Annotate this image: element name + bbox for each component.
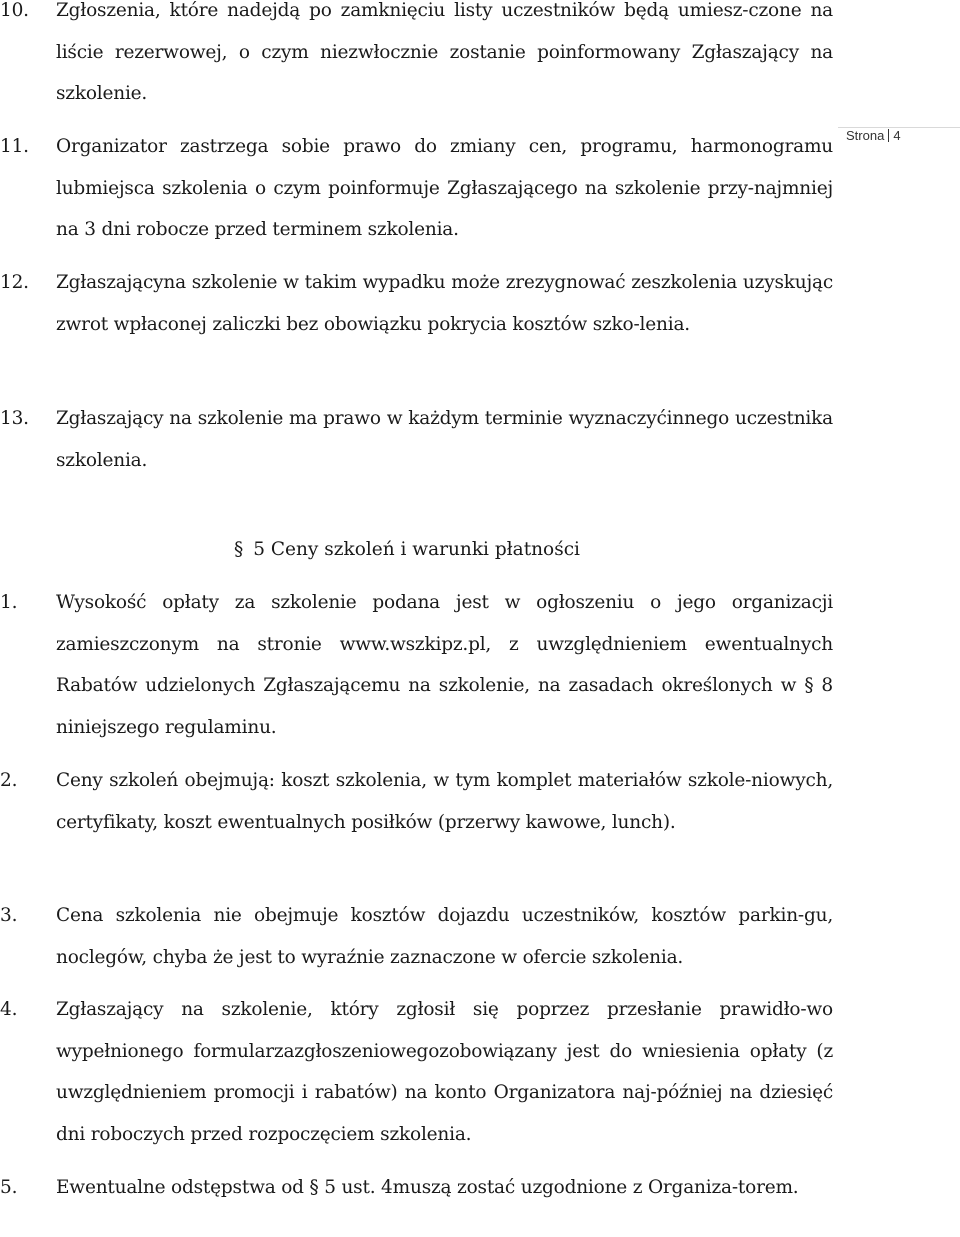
section-symbol: §: [234, 539, 244, 560]
list-item-11: [0, 126, 840, 251]
list-item-number: 11.: [0, 136, 29, 157]
page-number: 4: [893, 128, 901, 143]
section-item-1: [0, 582, 840, 748]
section-item-4: [0, 989, 840, 1155]
list-item-text: Zgłaszający na szkolenie, który zgłosił się poprzez przesłanie prawidło-wo wypełnionego formularzazgłoszeniowegozobowiązany jest do wniesienia opłaty (z uwzględnieniem promocji i rabatów) na konto Organizatora naj-później na dziesięć dni roboczych przed rozpoczęciem szkolenia.: [56, 999, 833, 1145]
list-item-12: [0, 262, 840, 345]
list-item-10: [0, 0, 840, 115]
list-item-number: 13.: [0, 408, 29, 429]
section-item-2: [0, 760, 840, 843]
list-item-number: 12.: [0, 272, 29, 293]
section-item-5: [0, 1167, 840, 1209]
list-item-text: Zgłaszający na szkolenie ma prawo w każdym terminie wyznaczyćinnego uczestnika szkolenia.: [56, 408, 833, 471]
list-item-number: 1.: [0, 592, 18, 613]
list-item-text: Wysokość opłaty za szkolenie podana jest w ogłoszeniu o jego organizacji zamieszczonym na stronie www.wszkipz.pl, z uwzględnieniem ewentualnych Rabatów udzielonych Zgłaszającemu na szkolenie, na zasadach określonych w § 8 niniejszego regulaminu.: [56, 592, 833, 738]
list-item-text: Cena szkolenia nie obejmuje kosztów dojazdu uczestników, kosztów parkin-gu, noclegów, chyba że jest to wyraźnie zaznaczone w ofercie szkolenia.: [56, 905, 833, 968]
page-number-label: [846, 128, 901, 143]
list-item-text: Organizator zastrzega sobie prawo do zmiany cen, programu, harmonogramu lubmiejsca szkolenia o czym poinformuje Zgłaszającego na szkolenie przy-najmniej na 3 dni robocze przed terminem szkolenia.: [56, 136, 833, 240]
list-item-text: Ceny szkoleń obejmują: koszt szkolenia, w tym komplet materiałów szkole-niowych, certyfikaty, koszt ewentualnych posiłków (przerwy kawowe, lunch).: [56, 770, 833, 833]
list-item-number: 4.: [0, 999, 18, 1020]
list-item-number: 3.: [0, 905, 18, 926]
list-item-text: Zgłoszenia, które nadejdą po zamknięciu listy uczestników będą umiesz-czone na liście rezerwowej, o czym niezwłocznie zostanie poinformowany Zgłaszający na szkolenie.: [56, 0, 833, 104]
list-item-13: [0, 398, 840, 481]
list-item-number: 10.: [0, 0, 29, 21]
section-heading: [234, 530, 580, 570]
list-item-text: Ewentualne odstępstwa od § 5 ust. 4muszą zostać uzgodnione z Organiza-torem.: [56, 1177, 799, 1198]
section-title: 5 Ceny szkoleń i warunki płatności: [253, 539, 580, 560]
list-item-number: 2.: [0, 770, 18, 791]
page-label-text: Strona: [846, 128, 885, 143]
list-item-number: 5.: [0, 1177, 18, 1198]
section-item-3: [0, 895, 840, 978]
page-label-separator: [888, 129, 889, 142]
list-item-text: Zgłaszającyna szkolenie w takim wypadku może zrezygnować zeszkolenia uzyskując zwrot wpłaconej zaliczki bez obowiązku pokrycia kosztów szko-lenia.: [56, 272, 833, 335]
